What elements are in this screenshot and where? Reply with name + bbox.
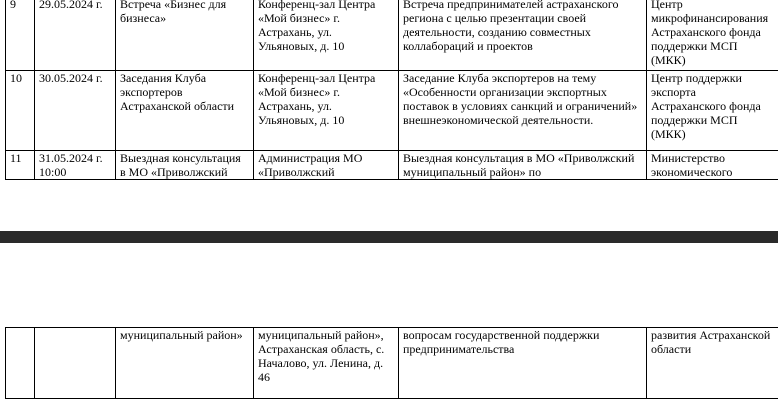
event-date: 29.05.2024 г. [35, 0, 116, 71]
event-place: Администрация МО «Приволжский [254, 151, 399, 180]
event-title: Заседания Клуба экспортеров Астраханской области [116, 71, 254, 151]
table-row [6, 328, 778, 399]
row-number: 11 [6, 151, 35, 180]
event-title: Выездная консультация в МО «Приволжский [116, 151, 254, 180]
event-title: муниципальный район» [116, 328, 254, 399]
row-number [6, 328, 35, 399]
event-organizer: развития Астраханской области [647, 328, 778, 399]
event-place: муниципальный район», Астраханская область, с. Началово, ул. Ленина, д. 46 [254, 328, 399, 399]
event-organizer: Центр поддержки экспорта Астраханского фонда поддержки МСП (МКК) [647, 71, 778, 151]
event-organizer: Министерство экономического [647, 151, 778, 180]
event-description: вопросам государственной поддержки предпринимательства [399, 328, 647, 399]
event-date [35, 328, 116, 399]
table-row [6, 0, 778, 71]
table-row [6, 151, 778, 180]
page-break-divider [0, 231, 778, 243]
row-number: 9 [6, 0, 35, 71]
event-organizer: Центр микрофинансирования Астраханского фонда поддержки МСП (МКК) [647, 0, 778, 71]
event-title: Встреча «Бизнес для бизнеса» [116, 0, 254, 71]
events-table-page-1 [5, 0, 778, 180]
table-row [6, 71, 778, 151]
event-description: Встреча предпринимателей астраханского региона с целью презентации своей деятельности, созданию совместных коллабораций и проектов [399, 0, 647, 71]
event-place: Конференц-зал Центра «Мой бизнес» г. Астрахань, ул. Ульяновых, д. 10 [254, 0, 399, 71]
event-date: 31.05.2024 г. 10:00 [35, 151, 116, 180]
event-description: Выездная консультация в МО «Приволжский муниципальный район» по [399, 151, 647, 180]
event-place: Конференц-зал Центра «Мой бизнес» г. Астрахань, ул. Ульяновых, д. 10 [254, 71, 399, 151]
event-description: Заседание Клуба экспортеров на тему «Особенности организации экспортных поставок в условиях санкций и ограничений» внешнеэкономической деятельности. [399, 71, 647, 151]
event-date: 30.05.2024 г. [35, 71, 116, 151]
row-number: 10 [6, 71, 35, 151]
events-table-page-2 [5, 327, 778, 399]
